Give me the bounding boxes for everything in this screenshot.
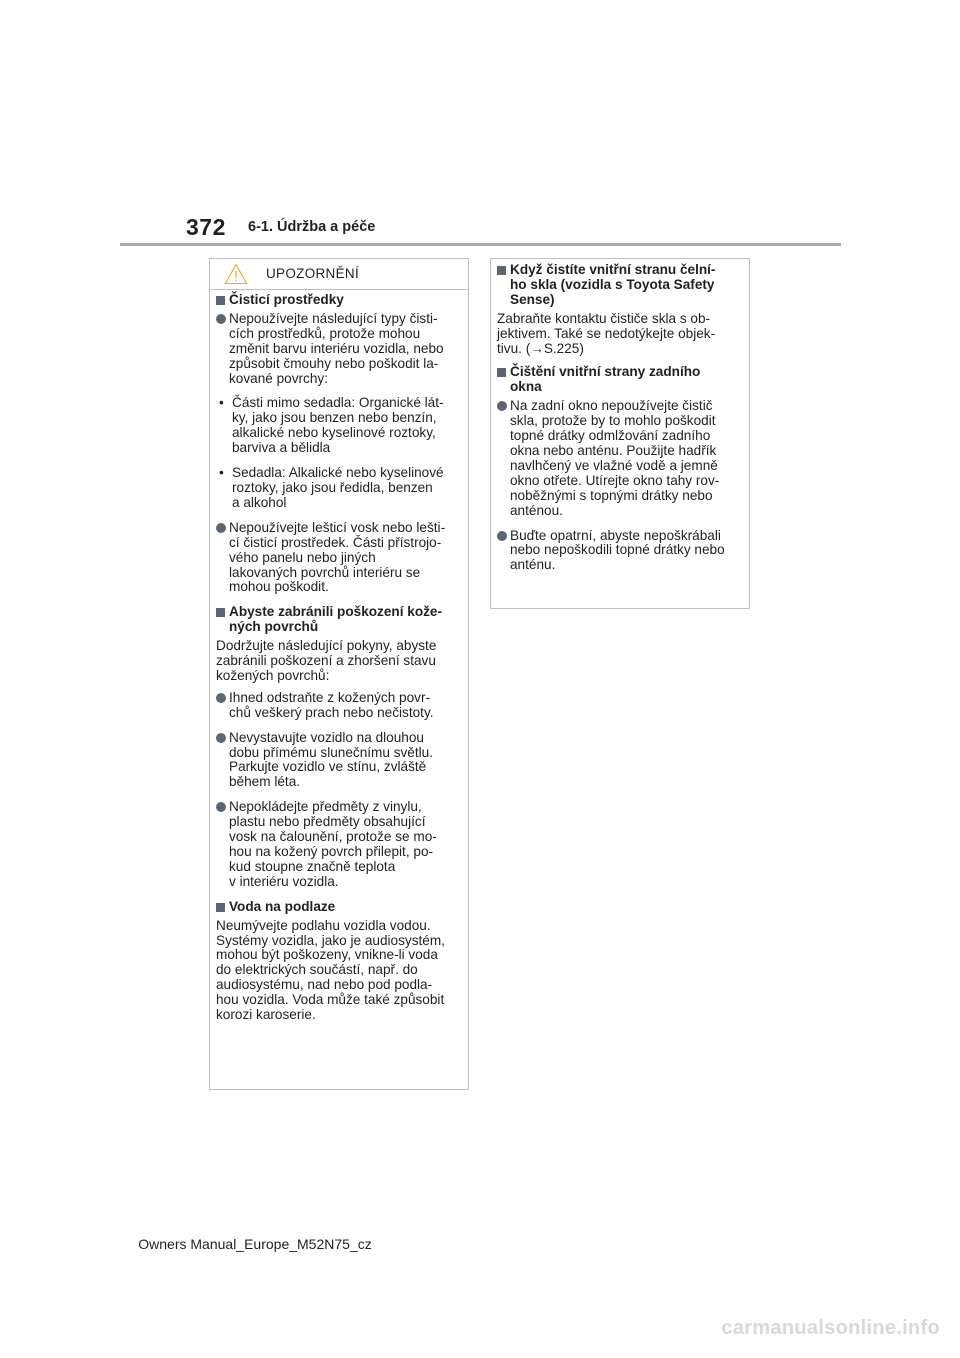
bullet-cleaning-2: [216, 521, 462, 596]
square-bullet-icon: [497, 266, 506, 275]
bullet-cleaning-2-text: Nepoužívejte lešticí vosk nebo lešti- cí čisticí prostředek. Části přístrojo- vého panelu nebo jiných lakovaných povrchů interiéru se mohou poškodit.: [229, 519, 446, 595]
sub-bullet-marker: •: [219, 395, 224, 411]
heading-rear-window: [497, 365, 743, 395]
sub-item-2: [219, 466, 462, 511]
bullet-leather-3-text: Nepokládejte předměty z vinylu, plastu nebo předměty obsahující vosk na čalounění, protože se mo- hou na kožený povrch přilepit, po- kud stoupne značně teplota v interiéru vozidla.: [229, 799, 437, 889]
round-bullet-icon: [216, 523, 226, 533]
text-water: Neumývejte podlahu vozidla vodou. Systémy vozidla, jako je audiosystém, mohou být poškozeny, vnikne-li voda do elektrických součástí, např. do audiosystému, nad nebo pod podla- hou vozidla. Voda může také způsobit korozi karoserie.: [216, 917, 445, 1023]
footer-text: Owners Manual_Europe_M52N75_cz: [138, 1236, 372, 1252]
bullet-rear-1-text: Na zadní okno nepoužívejte čistič skla, protože by to mohlo poškodit topné drátky odmlžování zadního okna nebo anténu. Použijte hadřík navlhčený ve vlažné vodě a jemně okno otřete. Utírejte okno tahy rov- noběžnými s topnými drátky nebo anténou.: [510, 398, 720, 518]
heading-water-text: Voda na podlaze: [229, 898, 336, 914]
bullet-leather-1-text: Ihned odstraňte z kožených povr- chů veškerý prach nebo nečistoty.: [229, 689, 434, 720]
bullet-leather-2-text: Nevystavujte vozidlo na dlouhou dobu přímému slunečnímu světlu. Parkujte vozidlo ve stínu, zvláště během léta.: [229, 729, 434, 790]
warning-triangle-icon: [224, 263, 248, 285]
text-leather: Dodržujte následující pokyny, abyste zabránili poškození a zhoršení stavu kožených povrchů:: [216, 638, 437, 683]
page-number: 372: [186, 214, 226, 240]
section-title: 6-1. Údržba a péče: [248, 219, 376, 235]
text-windshield: Zabraňte kontaktu čističe skla s ob- jektivem. Také se nedotýkejte objek- tivu. (→S.225): [497, 310, 716, 356]
bullet-rear-2-text: Buďte opatrní, abyste nepoškrábali nebo nepoškodili topné drátky nebo anténu.: [510, 527, 725, 573]
warning-label: UPOZORNĚNÍ: [266, 266, 360, 281]
sub-item-2-text: Sedadla: Alkalické nebo kyselinové roztoky, jako jsou ředidla, benzen a alkohol: [232, 465, 444, 510]
round-bullet-icon: [216, 733, 226, 743]
right-warning-box: [490, 258, 750, 609]
heading-leather-text: Abyste zabránili poškození kože- ných povrchů: [229, 604, 443, 635]
round-bullet-icon: [216, 314, 226, 324]
bullet-leather-3: [216, 800, 462, 889]
warning-box: [209, 258, 469, 1090]
header-rule: [120, 243, 841, 246]
round-bullet-icon: [216, 693, 226, 703]
square-bullet-icon: [216, 608, 225, 617]
warning-content: [210, 290, 468, 1023]
bullet-cleaning-1-text: Nepoužívejte následující typy čisti- cích prostředků, protože mohou změnit barvu interiéru vozidla, nebo způsobit čmouhy nebo poškodit la- kované povrchy:: [229, 310, 444, 386]
square-bullet-icon: [216, 903, 225, 912]
heading-cleaning: [216, 293, 462, 308]
square-bullet-icon: [216, 296, 225, 305]
right-content: [491, 259, 749, 573]
heading-leather: [216, 605, 462, 635]
footer: [0, 1236, 960, 1252]
heading-windshield: [497, 263, 743, 308]
bullet-rear-1: [497, 399, 743, 518]
sub-item-1: [219, 396, 462, 456]
warning-header: [210, 259, 468, 290]
bullet-leather-2: [216, 731, 462, 791]
heading-cleaning-text: Čisticí prostředky: [229, 292, 344, 307]
bullet-cleaning-1: [216, 312, 462, 387]
bullet-rear-2: [497, 529, 743, 574]
watermark: carmanualsonline.info: [721, 1317, 940, 1339]
round-bullet-icon: [497, 531, 507, 541]
round-bullet-icon: [216, 802, 226, 812]
round-bullet-icon: [497, 401, 507, 411]
square-bullet-icon: [497, 368, 506, 377]
sub-item-1-text: Části mimo sedadla: Organické lát- ky, jako jsou benzen nebo benzín, alkalické nebo kyselinové roztoky, barviva a bělidla: [232, 395, 444, 456]
bullet-leather-1: [216, 691, 462, 721]
heading-water: [216, 900, 462, 915]
heading-windshield-text: Když čistíte vnitřní stranu čelní- ho skla (vozidla s Toyota Safety Sense): [510, 262, 716, 307]
heading-rear-text: Čištění vnitřní strany zadního okna: [510, 364, 701, 395]
sub-bullet-marker: •: [219, 465, 224, 481]
